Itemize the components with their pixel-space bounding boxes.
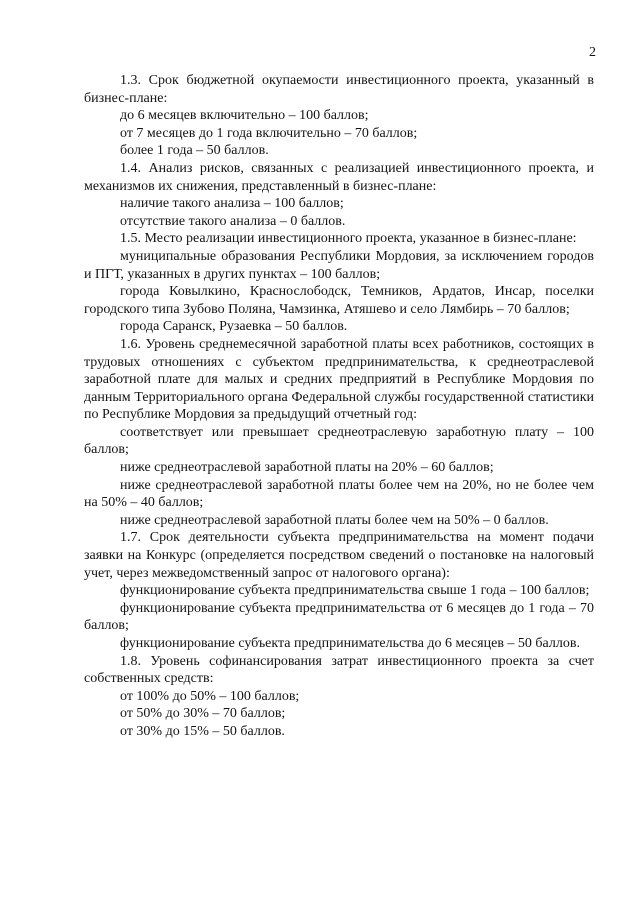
paragraph-1-8-option-3: от 30% до 15% – 50 баллов. bbox=[120, 723, 285, 739]
paragraph-1-6: 1.6. Уровень среднемесячной заработной платы всех работников, состоящих в трудовых отношениях с субъектом предпринимательства, к среднеотраслевой заработной плате для малых и средних предприятий в Республике Мордовия по данным Территориального органа Федеральной службы государственной статистики по Республике Мордовия за предыдущий отчетный год: bbox=[84, 336, 594, 423]
paragraph-1-8-option-2: от 50% до 30% – 70 баллов; bbox=[120, 706, 286, 722]
paragraph-1-4-option-2: отсутствие такого анализа – 0 баллов. bbox=[120, 213, 346, 229]
paragraph-1-6-option-1: соответствует или превышает среднеотраслевую заработную плату – 100 баллов; bbox=[84, 424, 594, 458]
paragraph-1-3-option-1: до 6 месяцев включительно – 100 баллов; bbox=[120, 108, 369, 124]
document-body bbox=[84, 72, 594, 741]
paragraph-1-8-option-1: от 100% до 50% – 100 баллов; bbox=[120, 688, 300, 704]
paragraph-1-7-option-1: функционирование субъекта предпринимательства свыше 1 года – 100 баллов; bbox=[120, 583, 590, 599]
paragraph-1-5-option-2: города Ковылкино, Краснослободск, Темников, Ардатов, Инсар, поселки городского типа Зубово Поляна, Чамзинка, Атяшево и село Лямбирь – 70 баллов; bbox=[84, 284, 594, 317]
paragraph-1-3-option-3: более 1 года – 50 баллов. bbox=[120, 143, 269, 159]
page-number: 2 bbox=[589, 45, 596, 60]
paragraph-1-6-option-4: ниже среднеотраслевой заработной платы более чем на 50% – 0 баллов. bbox=[120, 512, 549, 528]
paragraph-1-7-option-3: функционирование субъекта предпринимательства до 6 месяцев – 50 баллов. bbox=[120, 636, 580, 651]
paragraph-1-6-option-2: ниже среднеотраслевой заработной платы на 20% – 60 баллов; bbox=[120, 460, 494, 476]
paragraph-1-3: 1.3. Срок бюджетной окупаемости инвестиционного проекта, указанный в бизнес-плане: bbox=[84, 73, 594, 106]
paragraph-1-7-option-2: функционирование субъекта предпринимательства от 6 месяцев до 1 года – 70 баллов; bbox=[84, 600, 594, 634]
paragraph-1-3-option-2: от 7 месяцев до 1 года включительно – 70 баллов; bbox=[120, 125, 418, 141]
paragraph-1-5: 1.5. Место реализации инвестиционного проекта, указанное в бизнес-плане: bbox=[120, 231, 577, 247]
paragraph-1-6-option-3: ниже среднеотраслевой заработной платы более чем на 20%, но не более чем на 50% – 40 баллов; bbox=[84, 477, 594, 511]
paragraph-1-8: 1.8. Уровень софинансирования затрат инвестиционного проекта за счет собственных средств: bbox=[84, 653, 594, 687]
paragraph-1-4-option-1: наличие такого анализа – 100 баллов; bbox=[120, 196, 344, 212]
paragraph-1-4: 1.4. Анализ рисков, связанных с реализацией инвестиционного проекта, и механизмов их снижения, представленный в бизнес-плане: bbox=[84, 160, 594, 194]
paragraph-1-7: 1.7. Срок деятельности субъекта предпринимательства на момент подачи заявки на Конкурс (определяется посредством сведений о постановке на налоговый учет, через межведомственный запрос от налогового органа): bbox=[84, 530, 594, 581]
paragraph-1-5-option-1: муниципальные образования Республики Мордовия, за исключением городов и ПГТ, указанных в других пунктах – 100 баллов; bbox=[84, 248, 594, 282]
paragraph-1-5-option-3: города Саранск, Рузаевка – 50 баллов. bbox=[120, 319, 348, 335]
